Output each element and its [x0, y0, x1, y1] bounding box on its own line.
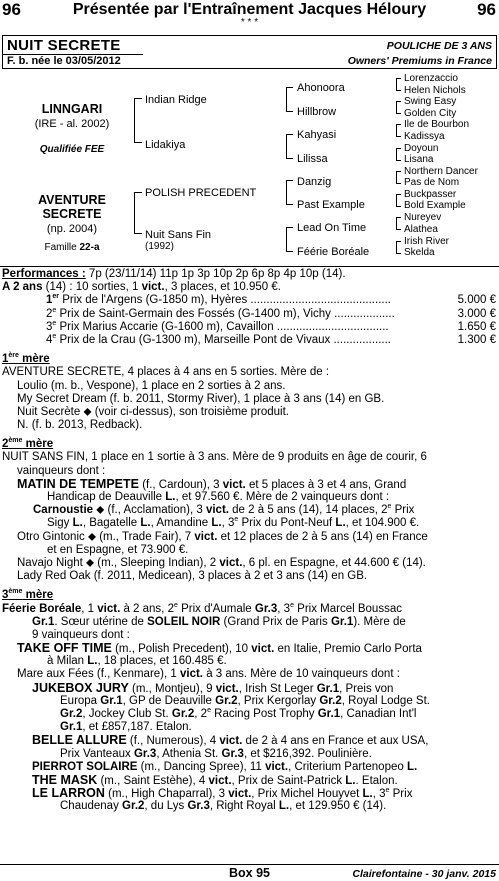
bracket-g3-1 [396, 78, 401, 91]
t: , du Lys [144, 800, 188, 813]
t: (m., Saint Estèhe), 4 [97, 774, 209, 787]
t: (f., Cardoun), 3 [139, 478, 223, 491]
result-pos: 4 [46, 333, 53, 346]
t: , Amandine [150, 517, 212, 530]
gen2-sire-dam: Lidakiya [145, 139, 186, 151]
t: Gr.1 [317, 708, 341, 720]
first-dam-line: AVENTURE SECRETE, 4 places à 4 ans en 5 sorties. Mère de : [2, 366, 330, 379]
third-dam-feerie-2 [0, 616, 499, 629]
t: Gr.2 [60, 708, 83, 720]
bracket-dam [134, 192, 142, 234]
t: e [290, 601, 294, 609]
t: e [385, 787, 390, 795]
t: , Criterium Partenopeo [288, 760, 407, 773]
t: de 2 à 5 ans (14), 14 places, 2 [228, 504, 388, 517]
gen4-2: Helen Nichols [404, 85, 466, 96]
t: L. [362, 788, 373, 801]
bracket-g2-1 [286, 87, 293, 112]
t: , 6 pl. en Espagne, et 44.600 € (14). [242, 556, 426, 569]
heading-num: 3 [2, 589, 9, 602]
heading-word: mère [22, 589, 54, 602]
age-text-b: , 3 places, et 10.950 €. [164, 281, 281, 294]
produce-carnoustie-2 [0, 517, 499, 530]
t: , Athenia St. [156, 747, 222, 760]
sire-note: Qualifiée FEE [39, 144, 105, 155]
t: (m., High Chaparral), 3 [104, 788, 229, 801]
produce-jukebox-jury-3 [0, 708, 499, 721]
t: L. [165, 491, 176, 503]
t: Chaudenay [60, 800, 123, 813]
second-dam-heading [0, 438, 499, 451]
owners-premiums: Owners' Premiums in France [347, 55, 492, 67]
gen4-16: Skelda [404, 247, 435, 258]
family-value: 22-a [79, 242, 100, 253]
t: e [234, 516, 239, 524]
age-text-a: (14) : 10 sorties, 1 [42, 281, 142, 294]
horse-birth: F. b. née le 03/05/2012 [7, 55, 121, 67]
t: Gr.1 [330, 615, 354, 628]
gen4-9: Northern Dancer [404, 166, 478, 177]
horse-name: NUIT SECRETE [7, 37, 121, 54]
heading-sup: ème [8, 588, 23, 596]
produce-name: Carnoustie [33, 504, 94, 517]
gen4-14: Alathea [404, 224, 438, 235]
produce-name: BELLE ALLURE [32, 733, 127, 748]
t: Otro Gintonic ⬥ (m., Trade Fair), 7 [17, 530, 195, 543]
t: Prix Marcel Boussac [293, 602, 402, 615]
gen4-5: Ile de Bourbon [404, 119, 470, 130]
gen3-8: Féérie Boréale [297, 246, 370, 258]
t: , Right Royal [209, 800, 279, 813]
t: Prix du Pont-Neuf [238, 517, 336, 530]
gen4-7: Doyoun [404, 143, 439, 154]
result-row [0, 321, 499, 334]
result-prize: 5.000 € [457, 294, 496, 307]
result-row [0, 294, 499, 307]
produce-otro-gintonic [0, 531, 499, 544]
t: , 1 [81, 602, 98, 615]
sire-info: (IRE - al. 2002) [34, 118, 110, 130]
performances-label: Performances : [2, 268, 86, 280]
gen3-1: Ahonoora [297, 82, 345, 94]
gen4-4: Golden City [404, 108, 457, 119]
produce-name: Féerie Boréale [2, 602, 82, 615]
pedigree-separator [0, 266, 499, 267]
t: Prix [389, 788, 413, 801]
sire-name: LINNGARI [41, 102, 103, 116]
produce-belle-allure-2 [0, 748, 499, 761]
gen3-3: Kahyasi [297, 129, 337, 141]
horse-name-box [2, 35, 497, 69]
t: e [207, 707, 211, 715]
produce-le-larron [0, 787, 499, 800]
t: Gr.3 [221, 747, 244, 760]
t: vict. [179, 668, 203, 681]
bracket-g3-3 [396, 124, 401, 137]
produce-navajo-night [0, 557, 499, 570]
t: (m., Montjeu), 9 [128, 682, 216, 695]
produce-name: MATIN DE TEMPETE [17, 476, 139, 491]
t: , et 129.950 € (14). [289, 800, 387, 813]
produce-lady-red-oak: Lady Red Oak (f. 2011, Medicean), 3 places à 2 et 3 ans (14) en GB. [17, 570, 368, 583]
t: . Etalon. [355, 774, 398, 787]
heading-word: mère [18, 353, 50, 366]
t: à 3 ans. Mère de 10 vainqueurs dont : [203, 668, 400, 681]
t: L. [211, 517, 222, 530]
t: et 5 places à 3 et 4 ans, Grand [245, 478, 407, 491]
t: de 2 à 4 ans en France et aux USA, [242, 735, 429, 748]
t: , 3 [277, 602, 291, 615]
pedigree-table [0, 72, 499, 264]
result-race: Prix de l'Argens (G-1850 m), Hyères ............................................ [59, 294, 391, 307]
t: , Prix de Saint-Patrick [231, 774, 346, 787]
t: Gr.1 [60, 721, 83, 734]
result-race: Prix de la Crau (G-1300 m), Marseille Pont de Vivaux .................. [56, 333, 392, 346]
t: . Sœur utérine de [54, 615, 148, 628]
produce-take-off-time [0, 642, 499, 655]
t: Prix d'Aumale [177, 602, 255, 615]
t: Gr.2 [122, 800, 145, 813]
first-dam-line: My Secret Dream (f. b. 2011, Stormy River), 1 place à 3 ans (14) en GB. [17, 392, 385, 405]
t: vict. [219, 735, 243, 748]
t: Gr.2 [319, 694, 342, 707]
t: Gr.3 [187, 800, 210, 813]
t: , Preis von [339, 682, 394, 695]
result-pos-sup: e [52, 319, 57, 327]
gen4-6: Kadissya [404, 131, 445, 142]
t: L. [72, 517, 83, 530]
t: Navajo Night ⬥ (m., Sleeping Indian), 2 [17, 556, 220, 569]
lot-number-left: 96 [2, 0, 21, 19]
t: , et $216,392. Poulinière. [243, 747, 372, 760]
t: (m., Dancing Spree), 11 [137, 760, 266, 773]
produce-matin-de-tempete [0, 478, 499, 491]
t: Prix [391, 504, 415, 517]
t: , 18 places, et 160.485 €. [97, 655, 227, 668]
bracket-g3-2 [396, 101, 401, 114]
t: , Prix Kergorlay [237, 694, 320, 707]
third-dam-feerie-3: 9 vainqueurs dont : [32, 628, 130, 641]
result-pos-sup: er [52, 293, 60, 301]
racing-record [0, 268, 499, 814]
result-prize: 1.650 € [457, 320, 496, 333]
t: Handicap de Deauville [47, 491, 166, 503]
result-row [0, 308, 499, 321]
t: , et £857,187. Etalon. [82, 721, 192, 734]
t: vict. [194, 530, 218, 543]
gen3-4: Lilissa [297, 153, 328, 165]
bracket-g2-4 [286, 227, 293, 252]
t: Gr.2 [171, 708, 195, 720]
performances-line [0, 268, 499, 281]
result-pos: 3 [46, 320, 53, 333]
second-dam-intro: NUIT SANS FIN, 1 place en 1 sortie à 3 ans. Mère de 9 produits en âge de courir, 6 [2, 451, 427, 464]
age-2-summary [0, 281, 499, 294]
box-number: Box 95 [229, 866, 270, 880]
t: vict. [208, 774, 232, 787]
result-race: Prix de Saint-Germain des Fossés (G-1400 m), Vichy ................... [56, 307, 395, 320]
gen3-6: Past Example [297, 199, 365, 211]
t: Prix Vanteaux [60, 747, 134, 760]
gen2-dam-dam: Nuit Sans Fin [145, 229, 212, 241]
t: vict. [215, 682, 239, 695]
t: L. [335, 517, 346, 530]
page-title: Présentée par l'Entraînement Jacques Héloury [72, 1, 427, 18]
gen3-2: Hillbrow [297, 106, 337, 118]
gen3-7: Lead On Time [297, 222, 367, 234]
t: Racing Post Trophy [210, 708, 318, 720]
t: L. [140, 517, 151, 530]
result-pos-sup: e [52, 333, 57, 341]
t: à 2 ans, 2 [120, 602, 174, 615]
t: , et 97.560 €. Mère de 2 vainqueurs dont : [175, 491, 390, 503]
t: e [173, 601, 178, 609]
bracket-g3-4 [396, 148, 401, 161]
bracket-g3-6 [396, 194, 401, 207]
heading-sup: ème [8, 437, 23, 445]
t: Gr.1 [100, 694, 123, 707]
result-pos: 1 [46, 294, 53, 307]
produce-matin-de-tempete-2 [0, 491, 499, 504]
t: Gr.1 [316, 682, 340, 695]
t: Gr.2 [215, 694, 238, 707]
t: Gr.3 [254, 602, 278, 615]
bracket-g3-8 [396, 241, 401, 254]
t: L. [278, 800, 290, 813]
t: L. [87, 655, 98, 668]
heading-sup: ère [8, 352, 19, 360]
venue-date: Clairefontaine - 30 janv. 2015 [352, 868, 496, 880]
t: , Canadian Int'l [340, 708, 417, 720]
t: , Prix Michel Houyvet [251, 788, 363, 801]
produce-name: JUKEBOX JURY [32, 680, 129, 695]
produce-otro-gintonic-2: et en Espagne, et 73.900 €. [47, 543, 189, 556]
gen4-11: Buckpasser [404, 189, 457, 200]
result-race: Prix Marius Accarie (G-1600 m), Cavaillon ................................... [56, 320, 389, 333]
gen2-dam-dam-year: (1992) [145, 241, 174, 252]
t: Mare aux Fées (f., Kenmare), 1 [17, 668, 180, 681]
t: Gr.3 [133, 747, 157, 760]
produce-name: LE LARRON [32, 786, 105, 801]
result-row [0, 334, 499, 347]
t: L. [406, 760, 418, 773]
produce-name: TAKE OFF TIME [17, 641, 112, 656]
gen4-1: Lorenzaccio [404, 73, 458, 84]
t: en Italie, Premio Carlo Porta [274, 643, 422, 656]
produce-le-larron-2 [0, 800, 499, 813]
t: SOLEIL NOIR [147, 615, 221, 628]
gen4-3: Swing Easy [404, 96, 457, 107]
heading-num: 1 [2, 353, 9, 366]
result-pos-sup: e [52, 306, 57, 314]
gen3-5: Danzig [297, 176, 332, 188]
result-prize: 3.000 € [457, 307, 496, 320]
produce-jukebox-jury-2 [0, 695, 499, 708]
t: e [387, 503, 392, 511]
first-dam-line: Loulio (m. b., Vespone), 1 place en 2 sorties à 2 ans. [17, 379, 286, 392]
bracket-g2-3 [286, 180, 293, 205]
t: , GP de Deauville [122, 694, 216, 707]
page-footer [0, 864, 499, 881]
produce-name: THE MASK [32, 772, 98, 787]
bracket-sire [134, 98, 142, 143]
t: Gr.1 [32, 615, 55, 628]
stars-divider: * * * [240, 17, 259, 28]
produce-name: PIERROT SOLAIRE [32, 760, 138, 773]
lot-number-right: 96 [477, 0, 496, 19]
age-label: A 2 ans [2, 281, 43, 294]
dam-family [16, 242, 128, 253]
result-pos: 2 [46, 307, 53, 320]
gen4-12: Bold Example [404, 200, 466, 211]
heading-word: mère [22, 438, 54, 451]
gen2-dam-sire: POLISH PRECEDENT [145, 187, 257, 199]
gen2-sire-sire: Indian Ridge [145, 94, 207, 106]
t: à Milan [47, 655, 88, 668]
third-dam-feerie [0, 603, 499, 616]
produce-carnoustie [0, 504, 499, 517]
second-dam-intro-2: vainqueurs dont : [17, 464, 106, 477]
t: , 3 [221, 517, 235, 530]
dam-info: (np. 2004) [46, 223, 98, 235]
t: L. [345, 774, 356, 787]
t: , Royal Lodge St. [341, 694, 430, 707]
family-label: Famille [44, 242, 80, 253]
first-dam-line: Nuit Secrète ⬥ (voir ci-dessus), son troisième produit. [17, 405, 290, 418]
t: Europa [60, 694, 101, 707]
produce-jukebox-jury [0, 682, 499, 695]
t: , 3 [372, 788, 386, 801]
t: vict. [219, 556, 243, 569]
age-vict: vict. [141, 281, 165, 294]
t: ). Mère de [353, 615, 406, 628]
bracket-g3-7 [396, 217, 401, 230]
t: (m., Polish Precedent), 10 [111, 643, 252, 656]
first-dam-line: N. (f. b. 2013, Redback). [17, 419, 143, 432]
first-dam-heading [0, 353, 499, 366]
t: vict. [205, 504, 229, 517]
produce-take-off-time-2 [0, 655, 499, 668]
heading-num: 2 [2, 438, 9, 451]
gen4-15: Irish River [404, 236, 450, 247]
t: , Jockey Club St. [82, 708, 172, 720]
t: , Bagatelle [82, 517, 141, 530]
produce-belle-allure [0, 734, 499, 747]
t: vict. [265, 760, 289, 773]
bracket-g3-5 [396, 171, 401, 184]
t: , 2 [194, 708, 208, 720]
t: vict. [222, 478, 246, 491]
t: vict. [251, 643, 275, 656]
dam-name-line1: AVENTURE [38, 193, 106, 207]
gen4-10: Pas de Nom [404, 177, 460, 188]
t: Sigy [47, 517, 73, 530]
t: vict. [228, 788, 252, 801]
dam-name-line2: SECRETE [42, 207, 102, 221]
t: (Grand Prix de Paris [220, 615, 331, 628]
t: , et 104.900 €. [345, 517, 420, 530]
t: et 12 places de 2 à 5 ans (14) en France [217, 530, 428, 543]
horse-sex-age: POULICHE DE 3 ANS [386, 40, 492, 52]
gen4-8: Lisana [404, 154, 434, 165]
gen4-13: Nureyev [404, 212, 442, 223]
t: vict. [97, 602, 121, 615]
performances-text: 7p (23/11/14) 11p 1p 3p 10p 2p 6p 8p 4p 10p (14). [85, 268, 346, 280]
t: (f., Numerous), 4 [126, 735, 220, 748]
bracket-g2-2 [286, 134, 293, 159]
third-dam-heading [0, 589, 499, 602]
t: ⬥ (f., Acclamation), 3 [93, 504, 206, 517]
result-prize: 1.300 € [457, 333, 496, 346]
t: , Irish St Leger [238, 682, 317, 695]
